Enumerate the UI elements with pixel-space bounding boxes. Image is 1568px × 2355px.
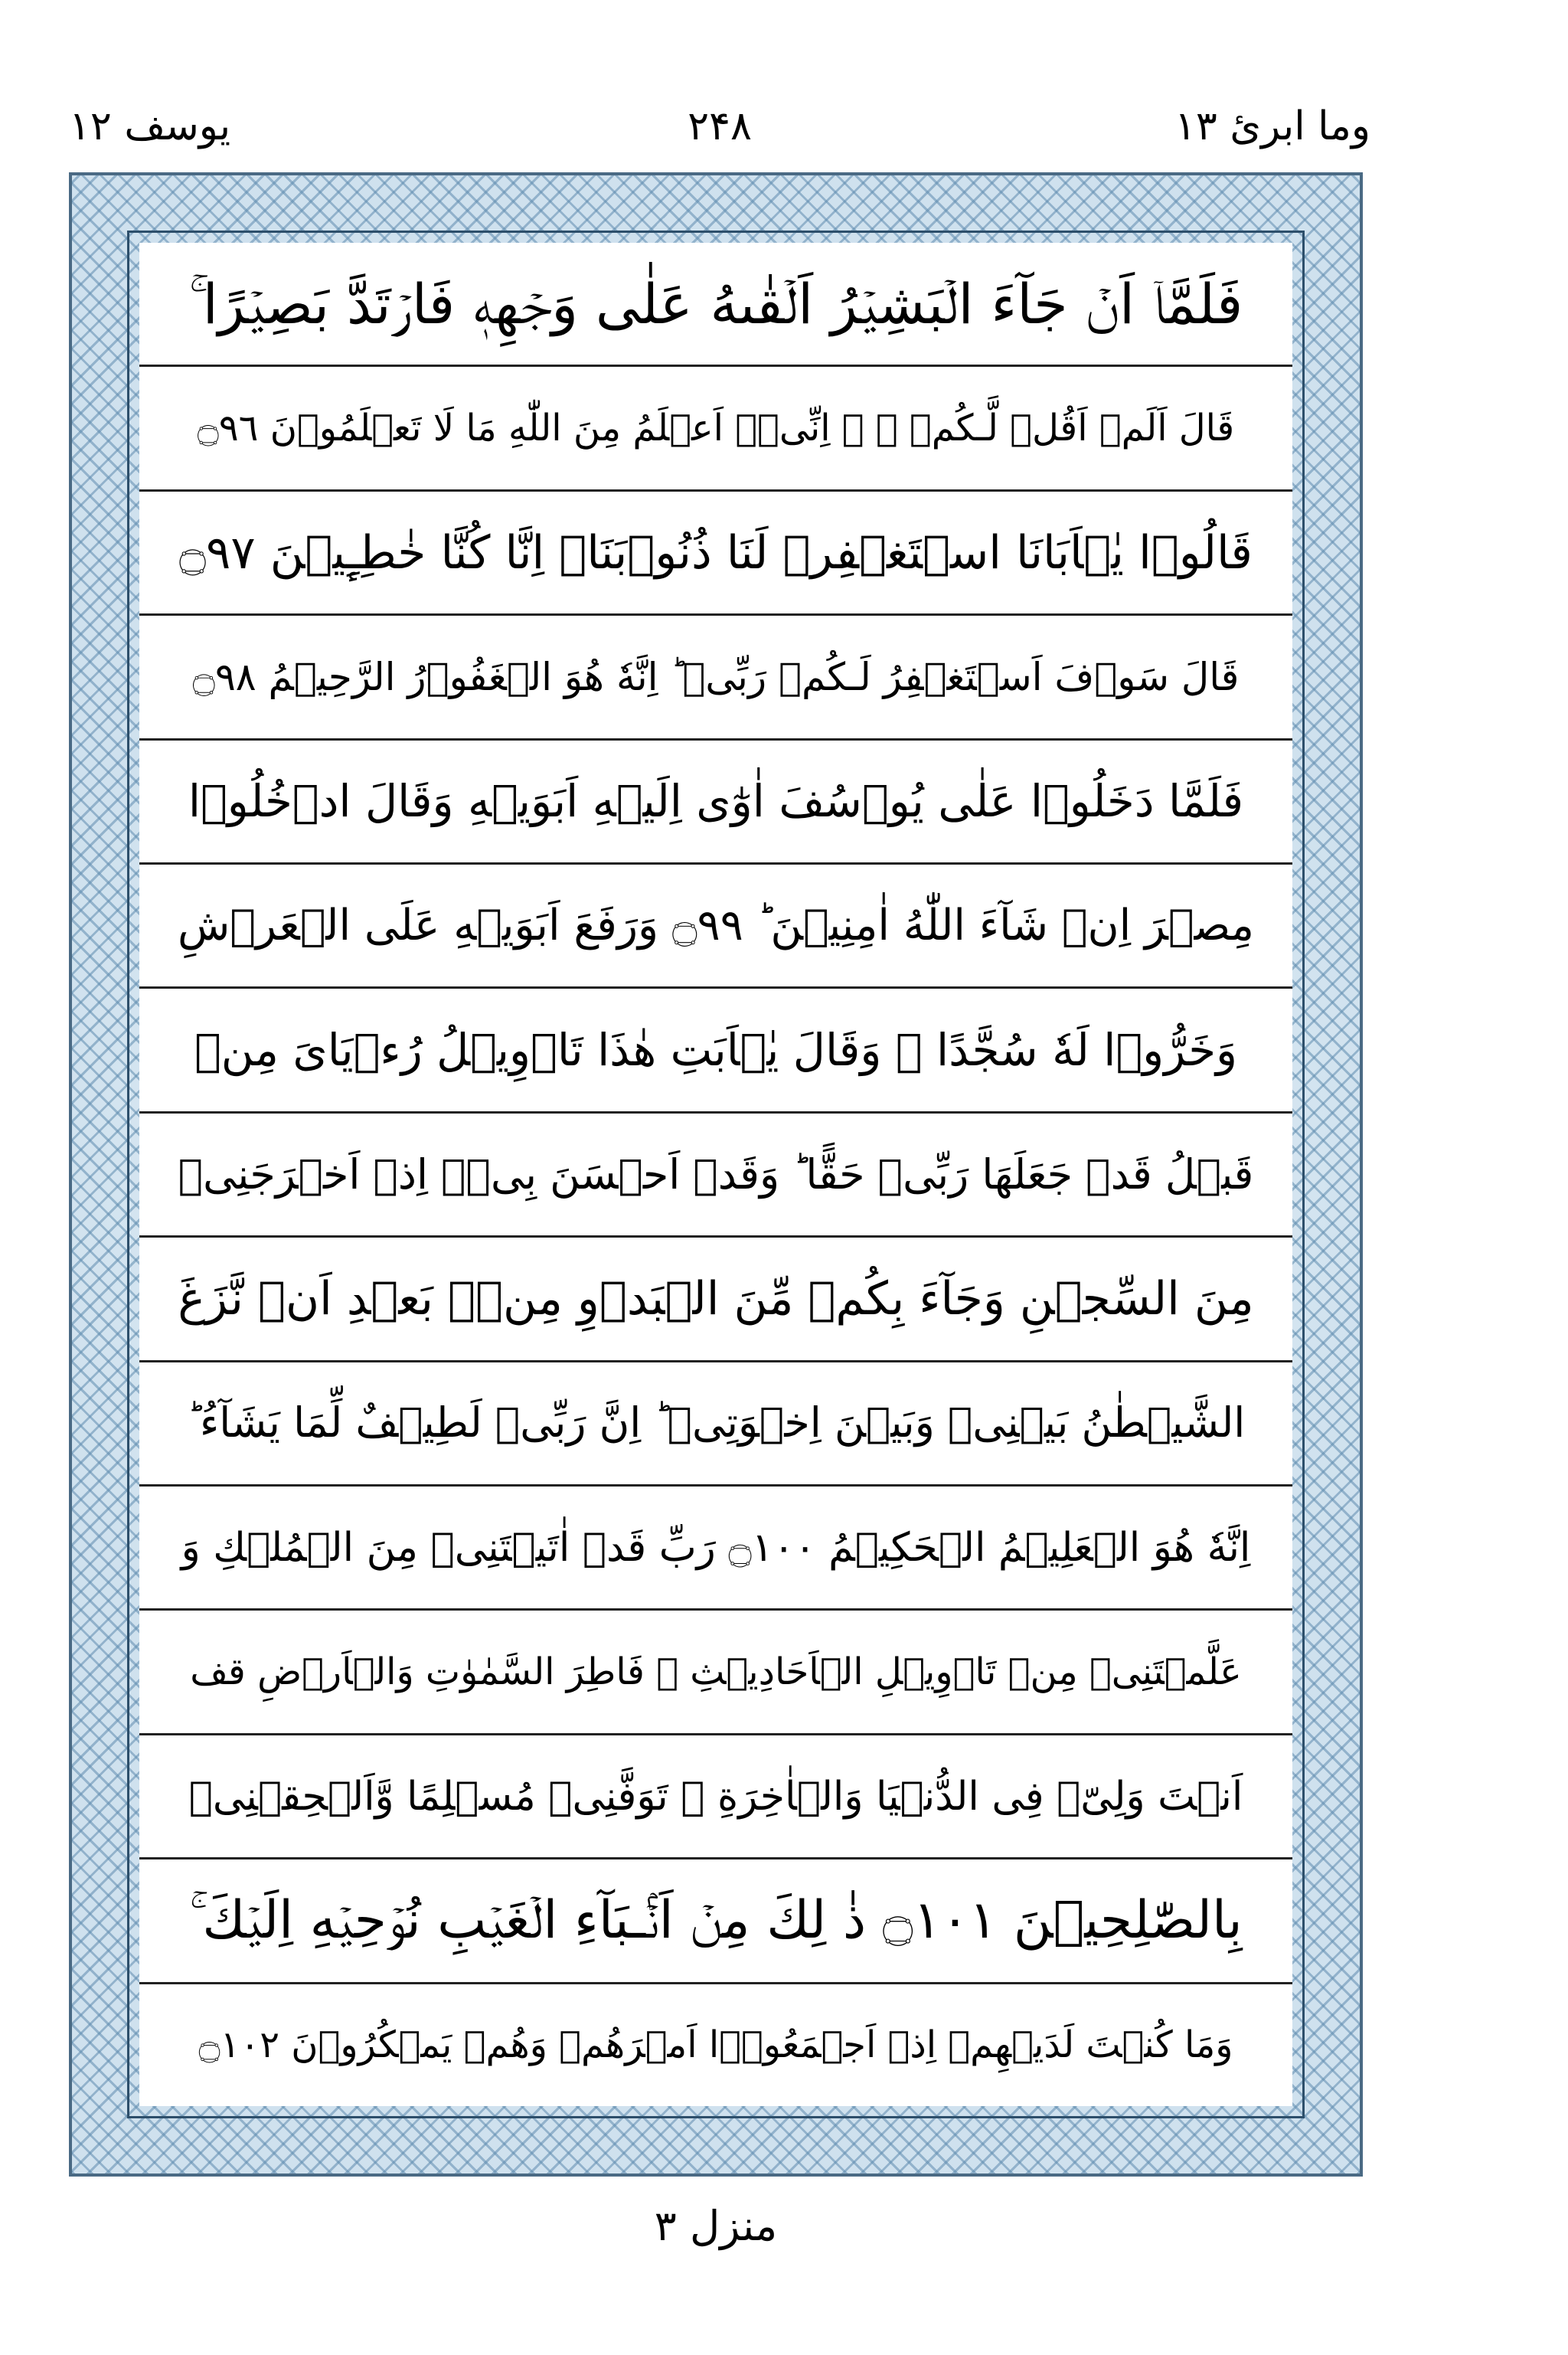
text-line xyxy=(139,492,1292,616)
text-line xyxy=(139,1611,1292,1735)
page-number: ۲۴۸ xyxy=(688,103,752,149)
page-footer xyxy=(0,2202,1432,2250)
ornamental-border xyxy=(69,172,1363,2177)
page-header xyxy=(69,92,1370,161)
manzil-label: منزل ۳ xyxy=(654,2202,778,2250)
line-text: قَالَ سَوۡفَ اَسۡتَغۡفِرُ لَـكُمۡ رَبِّىۡ ؕ اِنَّهٗ هُوَ الۡغَفُوۡرُ الرَّحِيۡمُ ۝٩٨ xyxy=(192,654,1240,699)
line-text: اِنَّهٗ هُوَ الۡعَلِيۡمُ الۡحَكِيۡمُ ۝١٠٠ رَبِّ قَدۡ اٰتَيۡتَنِىۡ مِنَ الۡمُلۡكِ وَ xyxy=(181,1524,1251,1571)
text-line xyxy=(139,367,1292,491)
text-line xyxy=(139,865,1292,989)
text-line xyxy=(139,1487,1292,1611)
line-text: وَخَرُّوۡا لَهٗ سُجَّدًا ۚ وَقَالَ يٰۤاَبَتِ هٰذَا تَاۡوِيۡلُ رُءۡيَاىَ مِنۡ xyxy=(194,1024,1238,1077)
verse-text-area xyxy=(139,243,1292,2106)
text-line xyxy=(139,616,1292,740)
text-line xyxy=(139,989,1292,1113)
line-text: الشَّيۡطٰنُ بَيۡنِىۡ وَبَيۡنَ اِخۡوَتِىۡ ؕ اِنَّ رَبِّىۡ لَطِيۡفٌ لِّمَا يَشَآءُ ؕ xyxy=(186,1398,1246,1447)
text-line xyxy=(139,243,1292,367)
line-text: قَبۡلُ قَدۡ جَعَلَهَا رَبِّىۡ حَقًّا ؕ وَقَدۡ اَحۡسَنَ بِىۡۤ اِذۡ اَخۡرَجَنِىۡ xyxy=(178,1150,1254,1199)
text-line xyxy=(139,741,1292,865)
surah-label: يوسف ۱۲ xyxy=(69,103,231,149)
line-text: وَمَا كُنۡتَ لَدَيۡهِمۡ اِذۡ اَجۡمَعُوۡۤا اَمۡرَهُمۡ وَهُمۡ يَمۡكُرُوۡنَ ۝١٠٢ xyxy=(198,2023,1233,2067)
line-text: مِصۡرَ اِنۡ شَآءَ اللّٰهُ اٰمِنِيۡنَ ؕ ۝٩٩ وَرَفَعَ اَبَوَيۡهِ عَلَى الۡعَرۡشِ xyxy=(177,900,1255,950)
line-text: قَالُوۡا يٰۤاَبَانَا اسۡتَغۡفِرۡ لَنَا ذُنُوۡبَنَاۤ اِنَّا كُنَّا خٰطِـِٕيۡنَ ۝٩٧ xyxy=(179,525,1253,580)
text-line xyxy=(139,1859,1292,1984)
line-text: فَلَمَّا دَخَلُوۡا عَلٰى يُوۡسُفَ اٰوٰٓى اِلَيۡهِ اَبَوَيۡهِ وَقَالَ ادۡخُلُوۡا xyxy=(188,775,1244,828)
line-text: مِنَ السِّجۡنِ وَجَآءَ بِكُمۡ مِّنَ الۡبَدۡوِ مِنۡۢ بَعۡدِ اَنۡ نَّزَغَ xyxy=(178,1271,1254,1326)
text-line xyxy=(139,1114,1292,1238)
text-line xyxy=(139,1238,1292,1362)
line-text: بِالصّٰلِحِيۡنَ ۝١٠١ ذٰ لِكَ مِنۡ اَنۡۢـبَآءِ الۡغَيۡبِ نُوۡحِيۡهِ اِلَيۡكَ ۚ xyxy=(189,1889,1243,1951)
line-text: فَلَمَّاۤ اَنۡ جَآءَ الۡبَشِيۡرُ اَلۡقٰٮهُ عَلٰى وَجۡهِهٖ فَارۡتَدَّ بَصِيۡرًا ۚ xyxy=(188,271,1243,336)
line-text: اَنۡتَ وَلِىّٖ فِى الدُّنۡيَا وَالۡاٰخِرَةِ ۚ تَوَفَّنِىۡ مُسۡلِمًا وَّاَلۡحِقۡنِىۡ xyxy=(188,1773,1243,1820)
line-text: قَالَ اَلَمۡ اَقُلۡ لَّـكُمۡ ۚ ۙ اِنِّىۡۤ اَعۡلَمُ مِنَ اللّٰهِ مَا لَا تَعۡلَمُوۡنَ ۝٩٦ xyxy=(197,407,1235,450)
text-line xyxy=(139,1362,1292,1487)
text-line xyxy=(139,1984,1292,2106)
juz-label: وما ابرئ ۱۳ xyxy=(1174,103,1370,149)
text-line xyxy=(139,1735,1292,1859)
line-text: عَلَّمۡتَنِىۡ مِنۡ تَاۡوِيۡلِ الۡاَحَادِيۡثِ ۚ فَاطِرَ السَّمٰوٰتِ وَالۡاَرۡضِ قف xyxy=(190,1650,1242,1694)
